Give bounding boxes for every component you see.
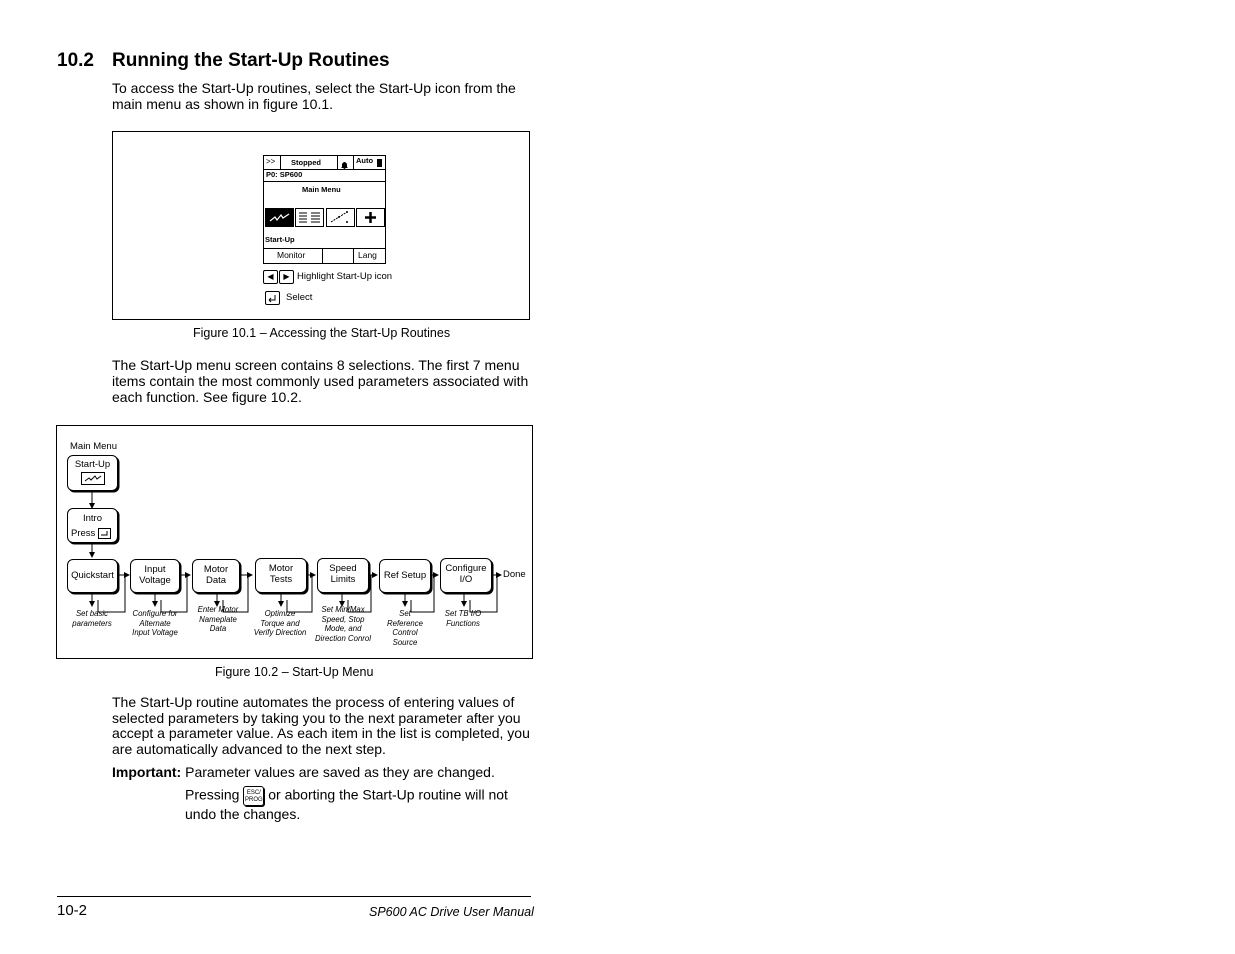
motor-data-label-1: Motor [203,564,229,575]
main-menu-label: Main Menu [70,441,117,452]
motor-data-desc: Enter Motor Nameplate Data [197,605,239,633]
motor-data-node[interactable] [192,559,240,593]
ref-setup-desc: Set Reference Control Source [387,609,423,647]
input-voltage-label-2: Voltage [139,575,171,586]
ref-setup-node[interactable] [379,559,431,593]
intro-node-title: Intro [82,513,102,524]
keypad-lcd [263,155,386,264]
softkey-monitor[interactable]: Monitor [277,250,306,260]
instruction-highlight: Highlight Start-Up icon [297,271,393,282]
lcd-arrows: >> [266,157,276,166]
important-text: Parameter values are saved as they are changed. [185,764,495,780]
figure-10-2 [56,425,533,659]
enter-key-icon[interactable] [265,291,280,305]
pressing-after: or aborting the Start-Up routine will not [268,786,508,803]
intro-paragraph: To access the Start-Up routines, select the Start-Up icon from the main menu as shown in figure 10.1. [112,80,516,112]
lcd-mode: Auto [356,156,374,165]
motor-data-label-2: Data [205,575,227,586]
softkey-lang[interactable]: Lang [358,250,377,260]
plus-icon[interactable] [356,208,385,227]
speed-limits-label-1: Speed [329,563,357,574]
quickstart-desc: Set basic parameters [72,609,112,628]
section-heading [57,50,390,72]
pressing-before: Pressing [185,786,240,803]
configure-io-label-1: Configure [445,563,487,574]
start-up-icon[interactable] [265,208,294,227]
ref-setup-label: Ref Setup [383,570,427,581]
routine-paragraph: The Start-Up routine automates the process of entering values of selected parameters by taking you to the next parameter after you accept a parameter value. As each item in the list is completed, you are automatically advanced to the next step. [112,694,530,757]
figure-10-1-caption: Figure 10.1 – Accessing the Start-Up Routines [193,326,451,340]
lcd-selected-label: Start-Up [265,235,295,244]
start-up-icon [81,472,105,485]
parameter-list-icon[interactable] [295,208,324,227]
battery-icon [377,159,382,167]
menu-paragraph: The Start-Up menu screen contains 8 selections. The first 7 menu items contain the most commonly used parameters associated with each function. See figure 10.2. [112,357,529,405]
configure-io-desc: Set TB I/O Functions [444,609,482,628]
startup-node-label: Start-Up [74,459,111,470]
quickstart-node[interactable] [67,559,118,593]
pressing-note [185,786,530,823]
speed-limits-label-2: Limits [330,574,356,585]
important-note [112,764,495,780]
section-title: Running the Start-Up Routines [112,50,390,71]
instruction-select: Select [286,292,313,303]
enter-key-icon [98,528,111,539]
figure-10-2-caption: Figure 10.2 – Start-Up Menu [215,665,374,679]
intro-press-label: Press [71,528,96,540]
input-voltage-node[interactable] [130,559,180,593]
page-number: 10-2 [57,902,88,919]
lcd-status-row [264,156,385,170]
right-arrow-key-icon[interactable]: ▶ [279,270,294,284]
pressing-line2: undo the changes. [185,806,301,822]
motor-tests-label-1: Motor [268,563,294,574]
configure-io-node[interactable] [440,558,492,593]
intro-node[interactable] [67,508,118,543]
done-label: Done [503,569,526,580]
figure-10-1 [112,131,530,320]
alarm-bell-icon [340,157,349,167]
lcd-param-row [264,169,385,182]
manual-title: SP600 AC Drive User Manual [369,905,534,919]
lcd-status: Stopped [291,158,321,167]
motor-tests-desc: Optimize Torque and Verify Direction [253,609,307,637]
important-label: Important: [112,764,182,780]
speed-limits-node[interactable] [317,558,369,593]
configure-io-label-2: I/O [459,574,473,585]
motor-tests-label-2: Tests [269,574,293,585]
motor-tests-node[interactable] [255,558,307,593]
lcd-menu-title: Main Menu [302,185,341,194]
speed-limits-desc: Set Min/Max Speed, Stop Mode, and Direction Conrol [315,605,371,643]
footer-rule [57,896,531,897]
input-voltage-desc: Configure for Alternate Input Voltage [132,609,178,637]
quickstart-label: Quickstart [71,570,114,581]
lcd-param: P0: SP600 [266,170,303,179]
section-number: 10.2 [57,50,94,71]
left-arrow-key-icon[interactable]: ◀ [263,270,278,284]
esc-prog-key-icon: ESC/ PROG [243,786,264,806]
groups-icon[interactable] [326,208,355,227]
startup-node[interactable] [67,455,118,491]
input-voltage-label-1: Input [144,564,166,575]
